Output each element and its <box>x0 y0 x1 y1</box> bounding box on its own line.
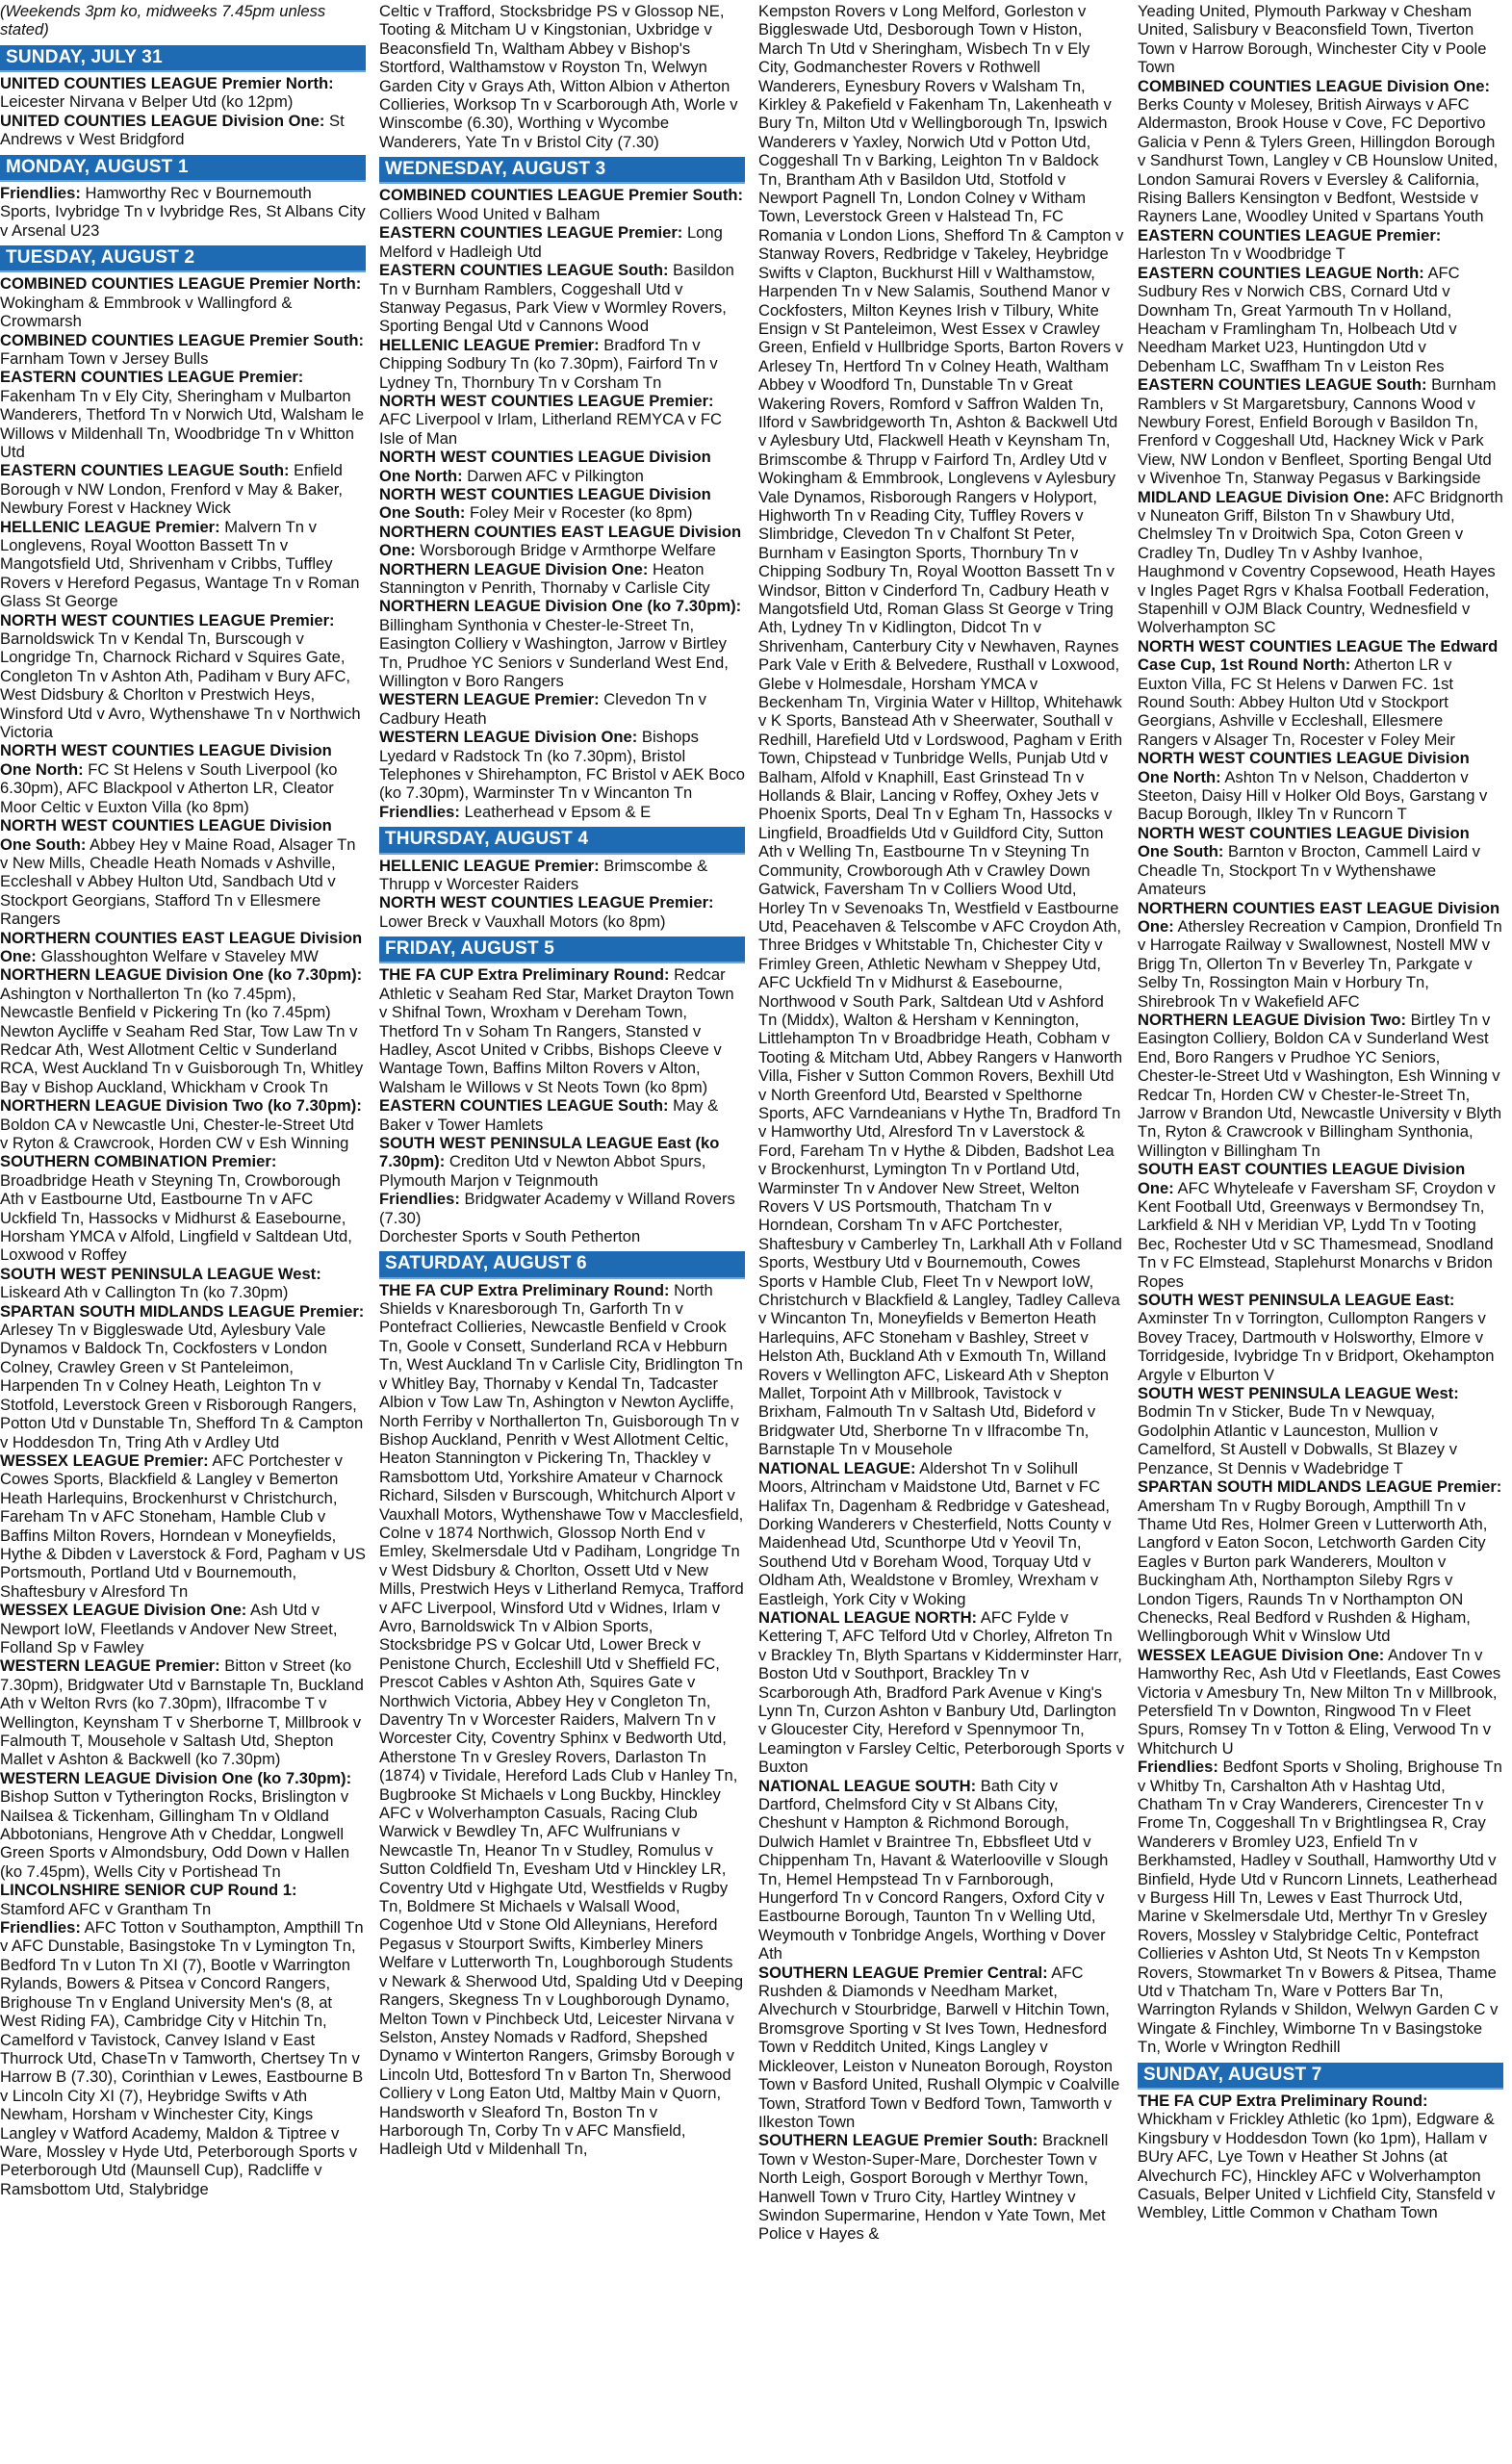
fixture-block <box>0 816 366 928</box>
fixture-block <box>379 1134 745 1190</box>
fixture-block <box>0 1918 366 2198</box>
fixture-list: Bath City v Dartford, Chelmsford City v St Albans City, Cheshunt v Hampton & Richmond Borough, Dulwich Hamlet v Braintree Tn, Ebbsfleet Utd v Chippenham Tn, Havant & Waterlooville v Slough Tn, Hemel Hempstead Tn v Farnborough, Hungerford Tn v Concord Rangers, Oxford City v Eastbourne Borough, Taunton Tn v Welling Utd, Weymouth v Tonbridge Angels, Worthing v Dover Ath <box>758 1776 1109 1964</box>
fixture-block <box>0 741 366 816</box>
column-3 <box>758 2 1124 2464</box>
fixture-block <box>379 261 745 336</box>
fixture-list: Glasshoughton Welfare v Staveley MW <box>36 946 319 965</box>
column-2 <box>379 2 745 2464</box>
fixture-list: Dorchester Sports v South Petherton <box>379 1227 641 1246</box>
fixture-block <box>1138 2 1503 77</box>
fixture-list: Fakenham Tn v Ely City, Sheringham v Mulbarton Wanderers, Thetford Tn v Norwich Utd, Walsham le Willows v Mildenhall Tn, Woodbridge Tn v Whitton Utd <box>0 386 365 461</box>
fixture-block <box>379 485 745 523</box>
fixture-list: North Shields v Knaresborough Tn, Garforth Tn v Pontefract Collieries, Newcastle Benfield v Crook Tn, Goole v Consett, Sunderland RCA v Hebburn Tn, West Auckland Tn v Carlisle City, Bridlington Tn v Whitley Bay, Thornaby v Kendal Tn, Tadcaster Albion v Tow Law Tn, Ashington v Newton Aycliffe, North Ferriby v Northallerton Tn, Guisborough Tn v Bishop Auckland, Penrith v West Allotment Celtic, Heaton Stannington v Pickering Tn, Thackley v Ramsbottom Utd, Yorkshire Amateur v Charnock Richard, Silsden v Burscough, Whitchurch Alport v Vauxhall Motors, Wythenshawe Tow v Macclesfield, Colne v 1874 Northwich, Glossop North End v Emley, Skelmersdale Utd v Padiham, Longridge Tn v West Didsbury & Chorlton, Ossett Utd v New Mills, Prestwich Heys v Litherland Remyca, Trafford v AFC Liverpool, Winsford Utd v Widnes, Irlam v Avro, Barnoldswick Tn v Albion Sports, Stocksbridge PS v Golcar Utd, Lower Breck v Penistone Church, Eccleshill Utd v Sheffield FC, Prescot Cables v Ashton Ath, Squires Gate v Northwich Victoria, Abbey Hey v Congleton Tn, Daventry Tn v Worcester Raiders, Malvern Tn v Worcester City, Coventry Sphinx v Bedworth Utd, Atherstone Tn v Gresley Rovers, Darlaston Tn (1874) v Tividale, Hereford Lads Club v Hanley Tn, Bugbrooke St Michaels v Long Buckby, Hinckley AFC v Wolverhampton Casuals, Racing Club Warwick v Bewdley Tn, AFC Wulfrunians v Newcastle Tn, Heanor Tn v Studley, Romulus v Sutton Coldfield Tn, Evesham Utd v Hinckley LR, Coventry Utd v Highgate Utd, Westfields v Rugby Tn, Boldmere St Michaels v Walsall Wood, Cogenhoe Utd v Stone Old Alleynians, Hereford Pegasus v Stourport Swifts, Kimberley Miners Welfare v Lutterworth Tn, Loughborough Students v Newark & Sherwood Utd, Spalding Utd v Deeping Rangers, Skegness Tn v Loughborough Dynamo, Melton Town v Pinchbeck Utd, Leicester Nirvana v Selston, Anstey Nomads v Radford, Shepshed Dynamo v Winterton Rangers, Grimsby Borough v Lincoln Utd, Bottesford Tn v Barton Tn, Sherwood Colliery v Long Eaton Utd, Maltby Main v Quorn, Handsworth v Sleaford Tn, Boston Tn v Harborough Tn, Corby Tn v AFC Mansfield, Hadleigh Utd v Mildenhall Tn, <box>379 1280 744 2159</box>
fixture-block <box>379 560 745 598</box>
fixture-list: Boldon CA v Newcastle Uni, Chester-le-Street Utd v Ryton & Crawcrook, Horden CW v Esh Winning <box>0 1115 354 1152</box>
competition-label: UNITED COUNTIES LEAGUE Premier North: <box>0 74 334 93</box>
competition-label: EASTERN COUNTIES LEAGUE South: <box>0 461 290 480</box>
fixture-list: Long Melford v Hadleigh Utd <box>379 223 723 261</box>
competition-label: SPARTAN SOUTH MIDLANDS LEAGUE Premier: <box>1138 1477 1502 1497</box>
fixture-list: Leicester Nirvana v Belper Utd (ko 12pm) <box>0 92 294 112</box>
competition-label: NATIONAL LEAGUE SOUTH: <box>758 1776 977 1795</box>
fixture-list: Darwen AFC v Pilkington <box>462 466 644 485</box>
competition-label: SOUTHERN COMBINATION Premier: <box>0 1152 277 1171</box>
competition-label: WESSEX LEAGUE Premier: <box>0 1450 209 1470</box>
date-heading: THURSDAY, AUGUST 4 <box>379 827 745 854</box>
competition-label: WESSEX LEAGUE Division One: <box>0 1601 247 1620</box>
fixture-block <box>379 1190 745 1227</box>
competition-label: NORTHERN COUNTIES EAST LEAGUE Division One: <box>379 522 742 560</box>
fixture-block <box>0 331 366 369</box>
fixture-list: Brimscombe & Thrupp v Worcester Raiders <box>379 856 708 893</box>
competition-label: SPARTAN SOUTH MIDLANDS LEAGUE Premier: <box>0 1301 365 1321</box>
fixture-block <box>1138 264 1503 375</box>
competition-label: Friendlies: <box>0 183 81 202</box>
competition-label: NORTH WEST COUNTIES LEAGUE Premier: <box>379 893 714 912</box>
date-heading: TUESDAY, AUGUST 2 <box>0 245 366 272</box>
fixture-block <box>0 1881 366 1918</box>
fixture-list: Broadbridge Heath v Steyning Tn, Crowborough Ath v Eastbourne Utd, Eastbourne Tn v AFC Uckfield Tn, Hassocks v Midhurst & Easebourne, Horsham YMCA v Alfold, Lingfield v Saltdean Utd, Loxwood v Roffey <box>0 1170 352 1265</box>
fixture-block <box>0 74 366 112</box>
competition-label: THE FA CUP Extra Preliminary Round: <box>379 1280 670 1299</box>
competition-label: Friendlies: <box>379 802 460 821</box>
fixture-list: Billingham Synthonia v Chester-le-Street Tn, Easington Colliery v Washington, Jarrow v Birtley Tn, Prudhoe YC Seniors v Sunderland West End, Willington v Boro Rangers <box>379 615 729 691</box>
competition-label: NORTH WEST COUNTIES LEAGUE Division One South: <box>0 816 332 854</box>
fixture-block <box>0 1096 366 1152</box>
fixture-list: Harleston Tn v Woodbridge T <box>1138 244 1345 264</box>
competition-label: NORTHERN LEAGUE Division One: <box>379 559 649 578</box>
competition-label: WESTERN LEAGUE Premier: <box>0 1656 220 1676</box>
fixture-block <box>379 223 745 261</box>
date-heading: MONDAY, AUGUST 1 <box>0 155 366 182</box>
fixture-block <box>0 611 366 742</box>
fixture-list: Heaton Stannington v Penrith, Thornaby v Carlisle City <box>379 559 710 597</box>
competition-label: NORTH WEST COUNTIES LEAGUE Premier: <box>379 391 714 410</box>
competition-label: HELLENIC LEAGUE Premier: <box>379 856 600 875</box>
fixture-block <box>0 1656 366 1768</box>
fixture-list: AFC Bridgnorth v Nuneaton Griff, Bilston Tn v Shawbury Utd, Chelmsley Tn v Droitwich Spa, Coton Green v Cradley Tn, Dudley Tn v Ashby Ivanhoe, Haughmond v Coventry Copsewood, Heath Hayes v Ingles Paget Rgrs v Khalsa Football Federation, Stapenhill v OJM Black Country, Wednesfield v Wolverhampton SC <box>1138 487 1503 637</box>
fixture-list: AFC Whyteleafe v Faversham SF, Croydon v Kent Football Utd, Greenways v Bermondsey Tn, Larkfield & NH v Meridian VP, Lydd Tn v Tooting Bec, Rochester Utd v SC Thamesmead, Snodland Tn v FC Elmstead, Staplehurst Monarchs v Bridon Ropes <box>1138 1178 1496 1291</box>
fixture-list: Birtley Tn v Easington Colliery, Boldon CA v Sunderland West End, Boro Rangers v Prudhoe YC Seniors, Chester-le-Street Utd v Washington, Esh Winning v Redcar Tn, Horden CW v Chester-le-Street Tn, Jarrow v Brandon Utd, Newcastle University v Blyth Tn, Ryton & Crawcrook v Billingham Synthonia, Willington v Billingham Tn <box>1138 1010 1502 1160</box>
fixture-block <box>758 2131 1124 2243</box>
competition-label: COMBINED COUNTIES LEAGUE Premier North: <box>0 274 362 294</box>
fixture-list: Ash Utd v Newport IoW, Fleetlands v Andover New Street, Folland Sp v Fawley <box>0 1601 338 1656</box>
fixture-list: AFC Fylde v Kettering T, AFC Telford Utd v Chorley, Alfreton Tn v Brackley Tn, Blyth Spartans v Kidderminster Harr, Boston Utd v Southport, Brackley Tn v Scarborough Ath, Bradford Park Avenue v King's Lynn Tn, Curzon Ashton v Banbury Utd, Darlington v Gloucester City, Hereford v Spennymoor Tn, Leamington v Farsley Celtic, Peterborough Sports v Buxton <box>758 1607 1124 1777</box>
fixture-block <box>758 1459 1124 1608</box>
fixture-list: Bitton v Street (ko 7.30pm), Bridgwater Utd v Barnstaple Tn, Buckland Ath v Welton Rvrs (ko 7.30pm), Ilfracombe T v Wellington, Keynsham T v Sherborne T, Millbrook v Falmouth T, Mousehole v Saltash Utd, Shepton Mallet v Ashton & Backwell (ko 7.30pm) <box>0 1656 364 1769</box>
fixture-list: Ashton Tn v Nelson, Chadderton v Steeton, Daisy Hill v Holker Old Boys, Garstang v Bacup Borough, Ilkley Tn v Runcorn T <box>1138 767 1488 824</box>
fixture-list: Bracknell Town v Weston-Super-Mare, Dorchester Town v North Leigh, Gosport Borough v Merthyr Town, Hanwell Town v Truro City, Hartley Wintney v Swindon Supermarine, Hendon v Yate Town, Met Police v Hayes & <box>758 2131 1109 2244</box>
competition-label: SOUTH WEST PENINSULA LEAGUE East (ko 7.30pm): <box>379 1134 720 1171</box>
fixture-list: AFC Liverpool v Irlam, Litherland REMYCA v FC Isle of Man <box>379 410 722 448</box>
fixture-list: Bodmin Tn v Sticker, Bude Tn v Newquay, Godolphin Atlantic v Launceston, Mullion v Camelford, St Austell v Dobwalls, St Blazey v Penzance, St Dennis v Wadebridge T <box>1138 1402 1458 1477</box>
fixture-block <box>379 392 745 448</box>
competition-label: NORTH WEST COUNTIES LEAGUE Division One North: <box>0 741 332 779</box>
competition-label: HELLENIC LEAGUE Premier: <box>379 335 600 354</box>
competition-label: EASTERN COUNTIES LEAGUE Premier: <box>379 223 683 243</box>
competition-label: NATIONAL LEAGUE NORTH: <box>758 1607 978 1627</box>
fixture-block <box>1138 1758 1503 2057</box>
fixture-list: Foley Meir v Rocester (ko 8pm) <box>465 503 693 523</box>
fixture-block <box>0 518 366 611</box>
competition-label: EASTERN COUNTIES LEAGUE South: <box>1138 375 1427 395</box>
fixture-list: Bishop Sutton v Tytherington Rocks, Brislington v Nailsea & Tickenham, Gillingham Tn v Oldland Abbotonians, Hengrove Ath v Cheddar, Longwell Green Sports v Almondsbury, Odd Down v Hallen (ko 7.45pm), Wells City v Portishead Tn <box>0 1787 350 1881</box>
competition-label: NORTH WEST COUNTIES LEAGUE Division One North: <box>379 448 711 485</box>
competition-label: EASTERN COUNTIES LEAGUE South: <box>379 1096 669 1116</box>
fixture-list: Hamworthy Rec v Bournemouth Sports, Ivybridge Tn v Ivybridge Res, St Albans City v Arsenal U23 <box>0 183 366 240</box>
competition-label: LINCOLNSHIRE SENIOR CUP Round 1: <box>0 1881 297 1900</box>
fixture-list: Lower Breck v Vauxhall Motors (ko 8pm) <box>379 911 666 931</box>
fixture-list: Berks County v Molesey, British Airways v AFC Aldermaston, Brook House v Cove, FC Deportivo Galicia v Penn & Tylers Green, Hillingdon Borough v Sandhurst Town, Langley v CB Hounslow United, London Samurai Rovers v Eversley & California, Rising Ballers Kensington v Bedfont, Westside v Rayners Lane, Woodley United v Spartans Youth <box>1138 95 1499 226</box>
competition-label: EASTERN COUNTIES LEAGUE Premier: <box>1138 225 1442 244</box>
fixture-list: AFC Rushden & Diamonds v Needham Market, Alvechurch v Stourbridge, Barwell v Hitchin Town, Bromsgrove Sporting v St Ives Town, Hednesford Town v Redditch United, Kings Langley v Mickleover, Leiston v Nuneaton Borough, Royston Town v Basford United, Rushall Olympic v Coalville Town, Stratford Town v Bedford Town, Tamworth v Ilkeston Town <box>758 1963 1120 2131</box>
fixture-block <box>1138 1160 1503 1291</box>
fixture-list: AFC Portchester v Cowes Sports, Blackfield & Langley v Bemerton Heath Harlequins, Brockenhurst v Christchurch, Fareham Tn v AFC Stoneham, Hamble Club v Baffins Milton Rovers, Horndean v Moneyfields, Hythe & Dibden v Laverstock & Ford, Pagham v US Portsmouth, Portland Utd v Bournemouth, Shaftesbury v Alresford Tn <box>0 1450 366 1601</box>
column-1 <box>0 2 366 2464</box>
fixture-list: Burnham Ramblers v St Margaretsbury, Cannons Wood v Newbury Forest, Enfield Borough v Basildon Tn, Frenford v Coggeshall Utd, Hackney Wick v Park View, NW London v Benfleet, Sporting Bengal Utd v Wivenhoe Tn, Stanway Pegasus v Barkingside <box>1138 375 1497 488</box>
fixture-block <box>1138 899 1503 1011</box>
kickoff-note: (Weekends 3pm ko, midweeks 7.45pm unless stated) <box>0 2 326 39</box>
fixture-block <box>379 597 745 690</box>
fixture-list: Ashington v Northallerton Tn (ko 7.45pm), Newcastle Benfield v Pickering Tn (ko 7.45pm) Newton Aycliffe v Seaham Red Star, Tow Law Tn v Redcar Ath, West Allotment Celtic v Sunderland RCA, West Auckland Tn v Guisborough Tn, Whitley Bay v Bishop Auckland, Whickham v Crook Tn <box>0 984 364 1096</box>
fixture-list: Bradford Tn v Chipping Sodbury Tn (ko 7.30pm), Fairford Tn v Lydney Tn, Thornbury Tn v Corsham Tn <box>379 335 718 392</box>
fixture-block <box>0 461 366 517</box>
fixture-list: Liskeard Ath v Callington Tn (ko 7.30pm) <box>0 1283 289 1302</box>
competition-label: NORTH WEST COUNTIES LEAGUE Premier: <box>0 610 335 629</box>
fixture-block <box>379 1096 745 1134</box>
date-heading: SUNDAY, JULY 31 <box>0 45 366 72</box>
fixture-list: Kempston Rovers v Long Melford, Gorleston v Biggleswade Utd, Desborough Town v Histon, March Tn Utd v Sheringham, Wisbech Tn v Ely City, Godmanchester Rovers v Rothwell Wanderers, Eynesbury Rovers v Walsham Tn, Kirkley & Pakefield v Fakenham Tn, Lakenheath v Bury Tn, Milton Utd v Wellingborough Tn, Ipswich Wanderers v Yaxley, Norwich Utd v Potton Utd, Coggeshall Tn v Barking, Leighton Tn v Baldock Tn, Brantham Ath v Basildon Utd, Stotfold v Newport Pagnell Tn, London Colney v Witham Town, Leverstock Green v Halstead Tn, FC Romania v London Lions, Shefford Tn & Campton v Stanway Rovers, Redbridge v Takeley, Heybridge Swifts v Clapton, Buckhurst Hill v Walthamstow, Harpenden Tn v New Salamis, Southend Manor v Cockfosters, Milton Keynes Irish v Tilbury, White Ensign v St Panteleimon, West Essex v Crawley Green, Enfield v Hullbridge Sports, Barton Rovers v Arlesey Tn, Hertford Tn v Colney Heath, Waltham Abbey v Woodford Tn, Dunstable Tn v Great Wakering Rovers, Romford v Saffron Walden Tn, Ilford v Sawbridgeworth Tn, Ashton & Backwell Utd v Aylesbury Utd, Flackwell Heath v Keynsham Tn, Brimscombe & Thrupp v Fairford Tn, Ardley Utd v Wokingham & Emmbrook, Longlevens v Aylesbury Vale Dynamos, Risborough Rangers v Holyport, Highworth Tn v Reading City, Tuffley Rovers v Slimbridge, Clevedon Tn v Chalfont St Peter, Burnham v Easington Sports, Thornbury Tn v Chipping Sodbury Tn, Royal Wootton Bassett Tn v Windsor, Bitton v Cinderford Tn, Cadbury Heath v Mangotsfield Utd, Roman Glass St George v Tring Ath, Lydney Tn v Kidlington, Didcot Tn v Shrivenham, Canterbury City v Newhaven, Raynes Park Vale v Erith & Belvedere, Rusthall v Loxwood, Glebe v Holmesdale, Horsham YMCA v Beckenham Tn, Virginia Water v Hilltop, Whitehawk v K Sports, Banstead Ath v Sheerwater, Southall v Redhill, Harefield Utd v Lordswood, Pagham v Erith Town, Chipstead v Tunbridge Wells, Punjab Utd v Balham, Alfold v Knaphill, East Grinstead Tn v Hollands & Blair, Lancing v Roffey, Oxhey Jets v Phoenix Sports, Deal Tn v Egham Tn, Hassocks v Lingfield, Broadfields Utd v Guildford City, Sutton Ath v Welling Tn, Eastbourne Tn v Steyning Tn Community, Crowborough Ath v Crawley Down Gatwick, Faversham Tn v Colliers Wood Utd, Horley Tn v Sevenoaks Tn, Westfield v Eastbourne Utd, Peacehaven & Telscombe v AFC Croydon Ath, Three Bridges v Whitstable Tn, Chichester City v Frimley Green, Athletic Newham v Sheppey Utd, AFC Uckfield Tn v Midhurst & Easebourne, Northwood v South Park, Saltdean Utd v Ashford Tn (Middx), Walton & Hersham v Kennington, Littlehampton Tn v Broadbridge Heath, Cobham v Tooting & Mitcham Utd, Abbey Rangers v Hanworth Villa, Fisher v Sutton Common Rovers, Bexhill Utd v North Greenford Utd, Bearsted v Spelthorne Sports, AFC Varndeanians v Hythe Tn, Bradford Tn v Hamworthy Utd, Alresford Tn v Laverstock & Ford, Fareham Tn v Hythe & Dibden, Badshot Lea v Brockenhurst, Lymington Tn v Portland Utd, Warminster Tn v Andover New Street, Welton Rovers V US Portsmouth, Thatcham Tn v Horndean, Corsham Tn v AFC Portchester, Shaftesbury v Camberley Tn, Larkhall Ath v Folland Sports, Westbury Utd v Bournemouth, Cowes Sports v Hamble Club, Fleet Tn v Newport IoW, Christchurch v Blackfield & Langley, Tadley Calleva v Wincanton Tn, Moneyfields v Bemerton Heath Harlequins, AFC Stoneham v Bashley, Street v Helston Ath, Buckland Ath v Exmouth Tn, Willand Rovers v Wellington AFC, Liskeard Ath v Shepton Mallet, Torpoint Ath v Millbrook, Tavistock v Brixham, Falmouth Tn v Saltash Utd, Bideford v Bridgwater Utd, Sherborne Tn v Ilfracombe Tn, Barnstaple Tn v Mousehole <box>758 2 1124 1459</box>
competition-label: NORTHERN LEAGUE Division Two: <box>1138 1010 1407 1029</box>
fixture-block <box>0 1302 366 1451</box>
fixture-list: Stamford AFC v Grantham Tn <box>0 1899 212 1918</box>
fixture-block <box>0 184 366 240</box>
competition-label: WESTERN LEAGUE Division One (ko 7.30pm): <box>0 1768 352 1787</box>
competition-label: SOUTH WEST PENINSULA LEAGUE West: <box>0 1264 321 1283</box>
competition-label: MIDLAND LEAGUE Division One: <box>1138 487 1390 506</box>
fixture-list: Clevedon Tn v Cadbury Heath <box>379 690 706 728</box>
fixture-block <box>0 929 366 966</box>
fixture-list: Bridgwater Academy v Willand Rovers (7.30) <box>379 1190 735 1227</box>
competition-label: NORTHERN COUNTIES EAST LEAGUE Division One: <box>0 928 363 965</box>
competition-label: SOUTH EAST COUNTIES LEAGUE Division One: <box>1138 1160 1466 1197</box>
fixture-block <box>0 965 366 1096</box>
competition-label: THE FA CUP Extra Preliminary Round: <box>379 965 670 985</box>
fixture-list: Barnoldswick Tn v Kendal Tn, Burscough v Longridge Tn, Charnock Richard v Squires Gate, Congleton Tn v Ashton Ath, Padiham v Bury AFC, West Didsbury & Chorlton v Prestwich Heys, Winsford Utd v Avro, Wythenshawe Tn v Northwich Victoria <box>0 629 361 742</box>
competition-label: NORTH WEST COUNTIES LEAGUE Division One South: <box>379 484 711 523</box>
fixture-block <box>758 1608 1124 1777</box>
fixture-block <box>1138 1646 1503 1758</box>
fixture-list: Whickham v Frickley Athletic (ko 1pm), Edgware & Kingsbury v Hoddesdon Town (ko 1pm), Hallam v BUry AFC, Lye Town v Heather St Johns (at Alvechurch FC), Hinckley AFC v Wolverhampton Casuals, Belper United v Lichfield City, Stansfeld v Wembley, Little Common v Chatham Town <box>1138 2110 1496 2222</box>
competition-label: NORTHERN LEAGUE Division Two (ko 7.30pm): <box>0 1096 362 1116</box>
competition-label: COMBINED COUNTIES LEAGUE Division One: <box>1138 76 1491 95</box>
competition-label: HELLENIC LEAGUE Premier: <box>0 517 220 536</box>
competition-label: NORTHERN COUNTIES EAST LEAGUE Division One: <box>1138 898 1500 936</box>
fixture-list: Aldershot Tn v Solihull Moors, Altrincham v Maidstone Utd, Barnet v FC Halifax Tn, Dagenham & Redbridge v Gateshead, Dorking Wanderers v Chesterfield, Notts County v Maidenhead Utd, Scunthorpe Utd v Yeovil Tn, Southend Utd v Boreham Wood, Torquay Utd v Oldham Ath, Wealdstone v Bromley, Wrexham v Eastleigh, York City v Woking <box>758 1458 1112 1608</box>
fixture-list: St Andrews v West Bridgford <box>0 111 345 149</box>
date-heading: WEDNESDAY, AUGUST 3 <box>379 157 745 184</box>
competition-label: SOUTH WEST PENINSULA LEAGUE East: <box>1138 1291 1455 1310</box>
fixture-list: Arlesey Tn v Biggleswade Utd, Aylesbury Vale Dynamos v Baldock Tn, Cockfosters v London Colney, Crawley Green v St Panteleimon, Harpenden Tn v Colney Heath, Leighton Tn v Stotfold, Leverstock Green v Risborough Rangers, Potton Utd v Dunstable Tn, Shefford Tn & Campton v Hoddesdon Tn, Tring Ath v Ardley Utd <box>0 1321 364 1451</box>
fixture-block <box>379 186 745 223</box>
fixture-block <box>379 690 745 728</box>
competition-label: Friendlies: <box>379 1190 460 1209</box>
competition-label: WESSEX LEAGUE Division One: <box>1138 1645 1385 1664</box>
fixture-list: Farnham Town v Jersey Bulls <box>0 348 209 368</box>
competition-label: EASTERN COUNTIES LEAGUE North: <box>1138 263 1424 282</box>
fixture-list: Enfield Borough v NW London, Frenford v May & Baker, Newbury Forest v Hackney Wick <box>0 461 344 518</box>
competition-label: Friendlies: <box>1138 1758 1218 1777</box>
fixture-list: Axminster Tn v Torrington, Cullompton Rangers v Bovey Tracey, Dartmouth v Holsworthy, Elmore v Torridgeside, Ivybridge Tn v Bridport, Okehampton Argyle v Elburton V <box>1138 1309 1495 1384</box>
fixture-block <box>1138 1011 1503 1160</box>
fixture-block <box>379 1227 745 1245</box>
fixture-list: Redcar Athletic v Seaham Red Star, Market Drayton Town v Shifnal Town, Wroxham v Dereham Town, Thetford Tn v Soham Tn Rangers, Stansted v Hadley, Ascot United v Cribbs, Bishops Cleeve v Wantage Town, Baffins Milton Rovers v Alton, Walsham le Willows v St Neots Town (ko 8pm) <box>379 965 734 1096</box>
fixture-block <box>379 336 745 392</box>
competition-label: NORTH WEST COUNTIES LEAGUE Division One South: <box>1138 823 1470 861</box>
fixture-list: Leatherhead v Epsom & E <box>459 802 652 821</box>
competition-label: COMBINED COUNTIES LEAGUE Premier South: <box>0 330 365 349</box>
fixture-list: Colliers Wood United v Balham <box>379 204 601 223</box>
fixture-block <box>0 112 366 149</box>
fixture-block <box>1138 1477 1503 1646</box>
fixture-block <box>0 1152 366 1264</box>
fixture-block <box>1138 77 1503 226</box>
fixture-block <box>1138 488 1503 637</box>
fixture-block <box>379 965 745 1096</box>
fixture-list: AFC Totton v Southampton, Ampthill Tn v AFC Dunstable, Basingstoke Tn v Lymington Tn, Bedford Tn v Luton Tn XI (7), Bootle v Warrington Rylands, Bowers & Pitsea v Concord Rangers, Brighouse Tn v England University Men's (8, at West Riding FA), Cambridge City v Hitchin Tn, Camelford v Tavistock, Canvey Island v East Thurrock Utd, ChaseTn v Tamworth, Chertsey Tn v Harrow B (7.30), Corinthian v Lewes, Eastbourne B v Lincoln City XI (7), Heybridge Swifts v Ath Newham, Horsham v Winchester City, Kings Langley v Watford Academy, Maldon & Tiptree v Ware, Mossley v Hyde Utd, Peterborough Sports v Peterborough Utd (Maunsell Cup), Radcliffe v Ramsbottom Utd, Stalybridge <box>0 1918 364 2198</box>
fixture-block <box>0 274 366 330</box>
competition-label: WESTERN LEAGUE Division One: <box>379 728 638 747</box>
fixture-block <box>1138 749 1503 824</box>
fixture-list: FC St Helens v South Liverpool (ko 6.30pm), AFC Blackpool v Atherton LR, Cleator Moor Celtic v Euxton Villa (ko 8pm) <box>0 759 338 816</box>
fixture-list: Atherton LR v Euxton Villa, FC St Helens v Darwen FC. 1st Round South: Abbey Hulton Utd v Stockport Georgians, Ashville v Eccleshall, Ellesmere Rangers v Alsager Tn, Rocester v Foley Meir <box>1138 655 1455 749</box>
competition-label: NORTH WEST COUNTIES LEAGUE Division One North: <box>1138 749 1470 786</box>
fixture-block <box>0 1451 366 1601</box>
competition-label: Friendlies: <box>0 1918 81 1938</box>
fixture-block <box>1138 637 1503 749</box>
fixture-list: Barnton v Brocton, Cammell Laird v Cheadle Tn, Stockport Tn v Wythenshawe Amateurs <box>1138 842 1480 899</box>
fixture-list: Bishops Lyedard v Radstock Tn (ko 7.30pm), Bristol Telephones v Shirehampton, FC Bristol v AEK Boco (ko 7.30pm), Warminster Tn v Wincanton Tn <box>379 728 745 803</box>
date-heading: SATURDAY, AUGUST 6 <box>379 1251 745 1278</box>
fixture-block <box>1138 824 1503 899</box>
fixture-list: Abbey Hey v Maine Road, Alsager Tn v New Mills, Cheadle Heath Nomads v Ashville, Eccleshall v Abbey Hulton Utd, Sandbach Utd v Stockport Georgians, Stafford Tn v Ellesmere Rangers <box>0 834 356 929</box>
fixture-block <box>379 728 745 803</box>
fixture-block <box>758 1777 1124 1964</box>
fixture-list: Andover Tn v Hamworthy Rec, Ash Utd v Fleetlands, East Cowes Victoria v Amesbury Tn, New Milton Tn v Millbrook, Petersfield Tn v Downton, Ringwood Tn v Fleet Spurs, Romsey Tn v Totton & Eling, Verwood Tn v Whitchurch U <box>1138 1645 1501 1758</box>
competition-label: SOUTH WEST PENINSULA LEAGUE West: <box>1138 1384 1459 1403</box>
competition-label: NATIONAL LEAGUE: <box>758 1458 916 1477</box>
fixture-block <box>758 1964 1124 2132</box>
competition-label: UNITED COUNTIES LEAGUE Division One: <box>0 111 325 130</box>
competition-label: SOUTHERN LEAGUE Premier Central: <box>758 1963 1048 1982</box>
competition-label: SOUTHERN LEAGUE Premier South: <box>758 2131 1038 2150</box>
competition-label: NORTHERN LEAGUE Division One (ko 7.30pm): <box>0 965 363 985</box>
fixture-block <box>0 1769 366 1881</box>
fixture-block <box>379 448 745 485</box>
fixture-block <box>1138 1384 1503 1477</box>
fixture-list: Amersham Tn v Rugby Borough, Ampthill Tn v Thame Utd Res, Holmer Green v Lutterworth Ath, Langford v Eaton Socon, Letchworth Garden City Eagles v Burton park Wanderers, Moulton v Buckingham Ath, Northampton Sileby Rgrs v London Tigers, Raunds Tn v Northampton ON Chenecks, Real Bedford v Rushden & Higham, Wellingborough Whit v Winslow Utd <box>1138 1496 1488 1646</box>
fixture-list: Celtic v Trafford, Stocksbridge PS v Glossop NE, Tooting & Mitcham U v Kingstonian, Uxbridge v Beaconsfield Tn, Waltham Abbey v Bishop's Stortford, Walthamstow v Royston Tn, Welwyn Garden City v Grays Ath, Witton Albion v Atherton Collieries, Worksop Tn v Scarborough Ath, Worle v Winscombe (6.30), Worthing v Wycombe Wanderers, Yate Tn v Bristol City (7.30) <box>379 2 738 151</box>
fixture-block <box>1138 1291 1503 1384</box>
fixture-block <box>0 1601 366 1656</box>
fixture-block <box>379 893 745 931</box>
fixture-list: Athersley Recreation v Campion, Dronfield Tn v Harrogate Railway v Swallownest, Nostell MW v Brigg Tn, Ollerton Tn v Beverley Tn, Parkgate v Selby Tn, Rossington Main v Horbury Tn, Shirebrook Tn v Wakefield AFC <box>1138 916 1502 1011</box>
fixture-block <box>0 1265 366 1302</box>
column-4 <box>1138 2 1503 2464</box>
fixture-list: Wokingham & Emmbrook v Wallingford & Crowmarsh <box>0 293 293 331</box>
fixture-list: May & Baker v Tower Hamlets <box>379 1096 719 1134</box>
fixture-list: Basildon Tn v Burnham Ramblers, Coggeshall Utd v Stanway Pegasus, Park View v Wormley Rovers, Sporting Bengal Utd v Cannons Wood <box>379 261 734 336</box>
competition-label: EASTERN COUNTIES LEAGUE South: <box>379 261 669 280</box>
fixture-list: AFC Sudbury Res v Norwich CBS, Cornard Utd v Downham Tn, Great Yarmouth Tn v Holland, Heacham v Framlingham Tn, Holbeach Utd v Needham Market U23, Huntingdon Utd v Debenham LC, Swaffham Tn v Leiston Res <box>1138 263 1460 375</box>
competition-label: NORTHERN LEAGUE Division One (ko 7.30pm): <box>379 597 742 616</box>
fixture-block <box>379 857 745 894</box>
date-heading: SUNDAY, AUGUST 7 <box>1138 2063 1503 2090</box>
fixture-block <box>0 368 366 461</box>
fixture-list: Malvern Tn v Longlevens, Royal Wootton Bassett Tn v Mangotsfield Utd, Shrivenham v Cribbs, Tuffley Rovers v Hereford Pegasus, Wantage Tn v Roman Glass St George <box>0 517 360 611</box>
competition-label: COMBINED COUNTIES LEAGUE Premier South: <box>379 186 744 205</box>
competition-label: THE FA CUP Extra Preliminary Round: <box>1138 2091 1428 2110</box>
competition-label: WESTERN LEAGUE Premier: <box>379 690 600 709</box>
fixture-block <box>1138 375 1503 487</box>
fixture-list: Crediton Utd v Newton Abbot Spurs, Plymouth Marjon v Teignmouth <box>379 1152 706 1190</box>
fixture-block <box>379 2 745 151</box>
fixture-block <box>379 523 745 560</box>
fixture-block <box>758 2 1124 1459</box>
competition-label: NORTH WEST COUNTIES LEAGUE The Edward Case Cup, 1st Round North: <box>1138 636 1499 675</box>
fixture-block <box>379 1281 745 2159</box>
fixture-block <box>379 803 745 821</box>
date-heading: FRIDAY, AUGUST 5 <box>379 937 745 963</box>
fixture-block <box>1138 2092 1503 2222</box>
fixture-block <box>1138 226 1503 264</box>
fixture-list: Yeading United, Plymouth Parkway v Chesham United, Salisbury v Beaconsfield Town, Tiverton Town v Harrow Borough, Winchester City v Poole Town <box>1138 2 1487 77</box>
competition-label: EASTERN COUNTIES LEAGUE Premier: <box>0 368 304 387</box>
fixture-list: Worsborough Bridge v Armthorpe Welfare <box>415 541 716 560</box>
fixture-list: Bedfont Sports v Sholing, Brighouse Tn v Whitby Tn, Carshalton Ath v Hashtag Utd, Chatham Tn v Cray Wanderers, Cirencester Tn v Frome Tn, Coggeshall Tn v Brightlingsea R, Cray Wanderers v Bromley U23, Enfield Tn v Berkhamsted, Hadley v Southall, Hamworthy Utd v Binfield, Hyde Utd v Runcorn Linnets, Leatherhead v Burgess Hill Tn, Lewes v East Thurrock Utd, Marine v Skelmersdale Utd, Merthyr Tn v Gresley Rovers, Mossley v Stalybridge Celtic, Pontefract Collieries v Ashton Utd, St Neots Tn v Kempston Rovers, Stowmarket Tn v Bowers & Pitsea, Thame Utd v Thatcham Tn, Ware v Potters Bar Tn, Warrington Rylands v Shildon, Welwyn Garden C v Wingate & Finchley, Wimborne Tn v Basingstoke Tn, Worle v Wrington Redhill <box>1138 1758 1502 2057</box>
